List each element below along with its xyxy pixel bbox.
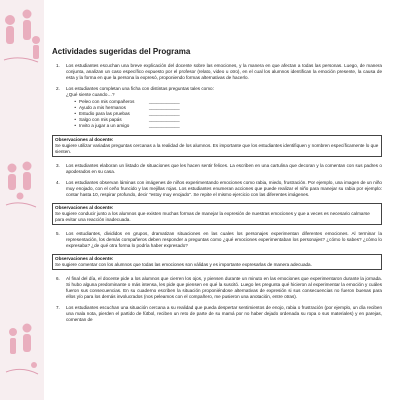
- bullet: •: [74, 111, 76, 116]
- question-list: [66, 99, 382, 129]
- activity-item-3: [52, 163, 382, 175]
- activity-number: 1.: [56, 63, 60, 68]
- teacher-note-text: Se sugiere comentar con los alumnos que todas las emociones son válidas y es importante expresarlas de manera adecuada.: [55, 262, 312, 267]
- document-title: Actividades sugeridas del Programa: [52, 47, 191, 56]
- teacher-note-box: [52, 203, 382, 225]
- answer-line: ____________: [149, 111, 180, 116]
- question-label: Peleo con mis compañeros: [79, 99, 135, 104]
- activity-content: [66, 86, 382, 130]
- question-label: Estudio para las pruebas: [79, 111, 130, 116]
- bullet: •: [74, 105, 76, 110]
- activities-document: [52, 47, 382, 328]
- activity-text: Al final del día, el docente pide a los alumnos que cierren los ojos, y piensen durante un minuto en las emociones que experimentaron durante la jornada. Si hubo alguna predominante o más intensa, les pide que piensen en qué la suscitó. Luego les pregunta qué hicieron al experimentar la emoción y cuáles fueron sus consecuencias. En su cuaderno escriben la situación proponiéndose alternativas de expresión si sus consecuencias no fueron buenas para ellos y/o para los demás involucrados (nos peleamos con el compañero, me pusieron una anotación, entre otras).: [66, 276, 382, 299]
- activity-number: 6.: [56, 276, 60, 281]
- teacher-note-box: [52, 135, 382, 157]
- answer-line: ____________: [149, 117, 180, 122]
- question-label: Salgo con mis papás: [79, 117, 122, 122]
- activity-text: Los estudiantes escuchan una breve explicación del docente sobre las emociones, y la manera en que afectan a todas las personas. Luego, de manera conjunta, analizan un caso específico expuesto por el profesor (relato, video u otro), en el cual los alumnos identifican la emoción presente, la causa de esta y la forma en que la persona la expresó, proponiendo formas alternativas de hacerlo.: [66, 63, 382, 80]
- answer-line: ____________: [149, 105, 180, 110]
- bullet: •: [74, 117, 76, 122]
- activity-text: Los estudiantes elaboran un listado de situaciones que les hacen sentir felices. La escriben en una cartulina que decoran y la comentan con sus padres o apoderados en su casa.: [66, 163, 382, 174]
- activity-number: 7.: [56, 305, 60, 310]
- activity-item-7: [52, 305, 382, 323]
- activity-item-1: [52, 63, 382, 81]
- activity-item-6: [52, 276, 382, 300]
- decorative-side-strip: [0, 0, 44, 400]
- activity-text: Los estudiantes completan una ficha con distintas preguntas tales como:: [66, 86, 214, 91]
- children-illustration: [0, 0, 44, 400]
- activity-item-4: [52, 180, 382, 198]
- question-prompt: ¿Qué siente cuando…?: [66, 92, 115, 97]
- question-label: Ayudo a mis hermanos: [79, 105, 126, 110]
- activity-number: 3.: [56, 163, 60, 168]
- activity-number: 4.: [56, 180, 60, 185]
- activity-number: 5.: [56, 231, 60, 236]
- answer-line: ____________: [149, 123, 180, 128]
- activity-text: Los estudiantes, divididos en grupos, dramatizan situaciones en las cuales los personajes experimentan diferentes emociones. Al terminar la representación, los demás compañeros deben responder a preguntas como ¿qué emociones experimentaban los personajes? ¿cómo lo sabes? ¿cómo lo expresaba? ¿de qué otra forma lo podría haber expresado?: [66, 231, 382, 248]
- activity-text: Los estudiantes escuchan una situación cercana a su realidad que pueda despertar sentimientos de enojo, rabia o frustración (por ejemplo, un día reciben una mala nota, pierden el partido de fútbol, reciben un reto de parte de su mamá por no haber dejado ordenada su ropa o sus materiales) y en parejas, comentan de: [66, 305, 382, 322]
- teacher-note-heading: Observaciones al docente:: [55, 137, 114, 142]
- bullet: •: [74, 99, 76, 104]
- teacher-note-text: Se sugiere conducir junto a los alumnos que existen muchas formas de manejar la expresión de nuestras emociones y que a veces es necesario calmarse para evitar una reacción inadecuada.: [55, 211, 370, 222]
- teacher-note-box: [52, 254, 382, 270]
- teacher-note-heading: Observaciones al docente:: [55, 256, 114, 261]
- activity-item-2: [52, 86, 382, 130]
- bullet: •: [74, 123, 76, 128]
- activity-number: 2.: [56, 86, 60, 91]
- activity-text: Los estudiantes observan láminas con imágenes de niños experimentando emociones como rabia, miedo, frustración. Por ejemplo, una imagen de un niño muy enojado, con el ceño fruncido y las mejillas rojas. Los estudiantes enumeran acciones que puede realizar el niño para manejar su rabia por ejemplo: contar hasta 10, respirar profundo, decir "estoy muy enojado". Se repite el mismo ejercicio con las diferentes imágenes.: [66, 180, 382, 197]
- teacher-note-text: Se sugiere utilizar variadas preguntas cercanas a la realidad de los alumnos. Es importante que los estudiantes identifiquen y nombren específicamente lo que sienten.: [55, 143, 379, 154]
- answer-line: ____________: [149, 99, 180, 104]
- activity-item-5: [52, 231, 382, 249]
- list-item: [66, 123, 382, 129]
- teacher-note-heading: Observaciones al docente:: [55, 205, 114, 210]
- question-label: Invito a jugar a un amigo: [79, 123, 130, 128]
